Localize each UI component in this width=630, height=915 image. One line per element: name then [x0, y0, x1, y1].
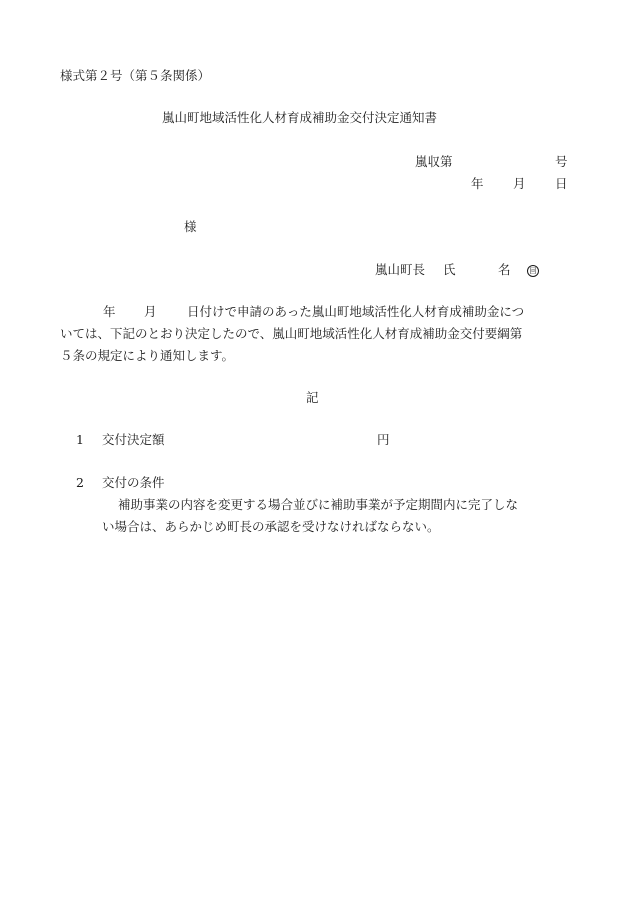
seal-icon: 回 — [527, 265, 539, 277]
item-2-number: 2 — [76, 475, 84, 490]
issuer-name-2: 名 — [498, 262, 511, 277]
issuer-title: 嵐山町長 — [375, 262, 426, 277]
item-2-label: 交付の条件 — [102, 475, 165, 490]
body-year: 年 — [103, 304, 116, 319]
date-year: 年 — [471, 176, 484, 191]
item-2-line-2: い場合は、あらかじめ町長の承認を受けなければならない。 — [102, 519, 440, 534]
date-month: 月 — [513, 176, 526, 191]
seal-mark — [527, 264, 539, 277]
addressee-suffix: 様 — [184, 219, 197, 234]
body-month: 月 — [144, 304, 157, 319]
issuer-name-1: 氏 — [443, 262, 456, 277]
body-line-2: いては、下記のとおり決定したので、嵐山町地域活性化人材育成補助金交付要綱第 — [60, 326, 523, 341]
date-day: 日 — [555, 176, 568, 191]
item-1-number: 1 — [76, 432, 84, 447]
item-1-unit: 円 — [377, 432, 390, 447]
document-number-prefix: 嵐収第 — [415, 154, 453, 169]
document-title: 嵐山町地域活性化人材育成補助金交付決定通知書 — [162, 110, 438, 125]
document-number-suffix: 号 — [555, 154, 568, 169]
form-label: 様式第２号（第５条関係） — [60, 68, 211, 83]
item-2-line-1: 補助事業の内容を変更する場合並びに補助事業が予定期間内に完了しな — [118, 497, 519, 512]
item-1-label: 交付決定額 — [102, 432, 165, 447]
body-line-1: 日付けで申請のあった嵐山町地域活性化人材育成補助金につ — [187, 304, 525, 319]
body-line-3: ５条の規定により通知します。 — [60, 348, 235, 363]
ki-mark: 記 — [306, 390, 319, 405]
